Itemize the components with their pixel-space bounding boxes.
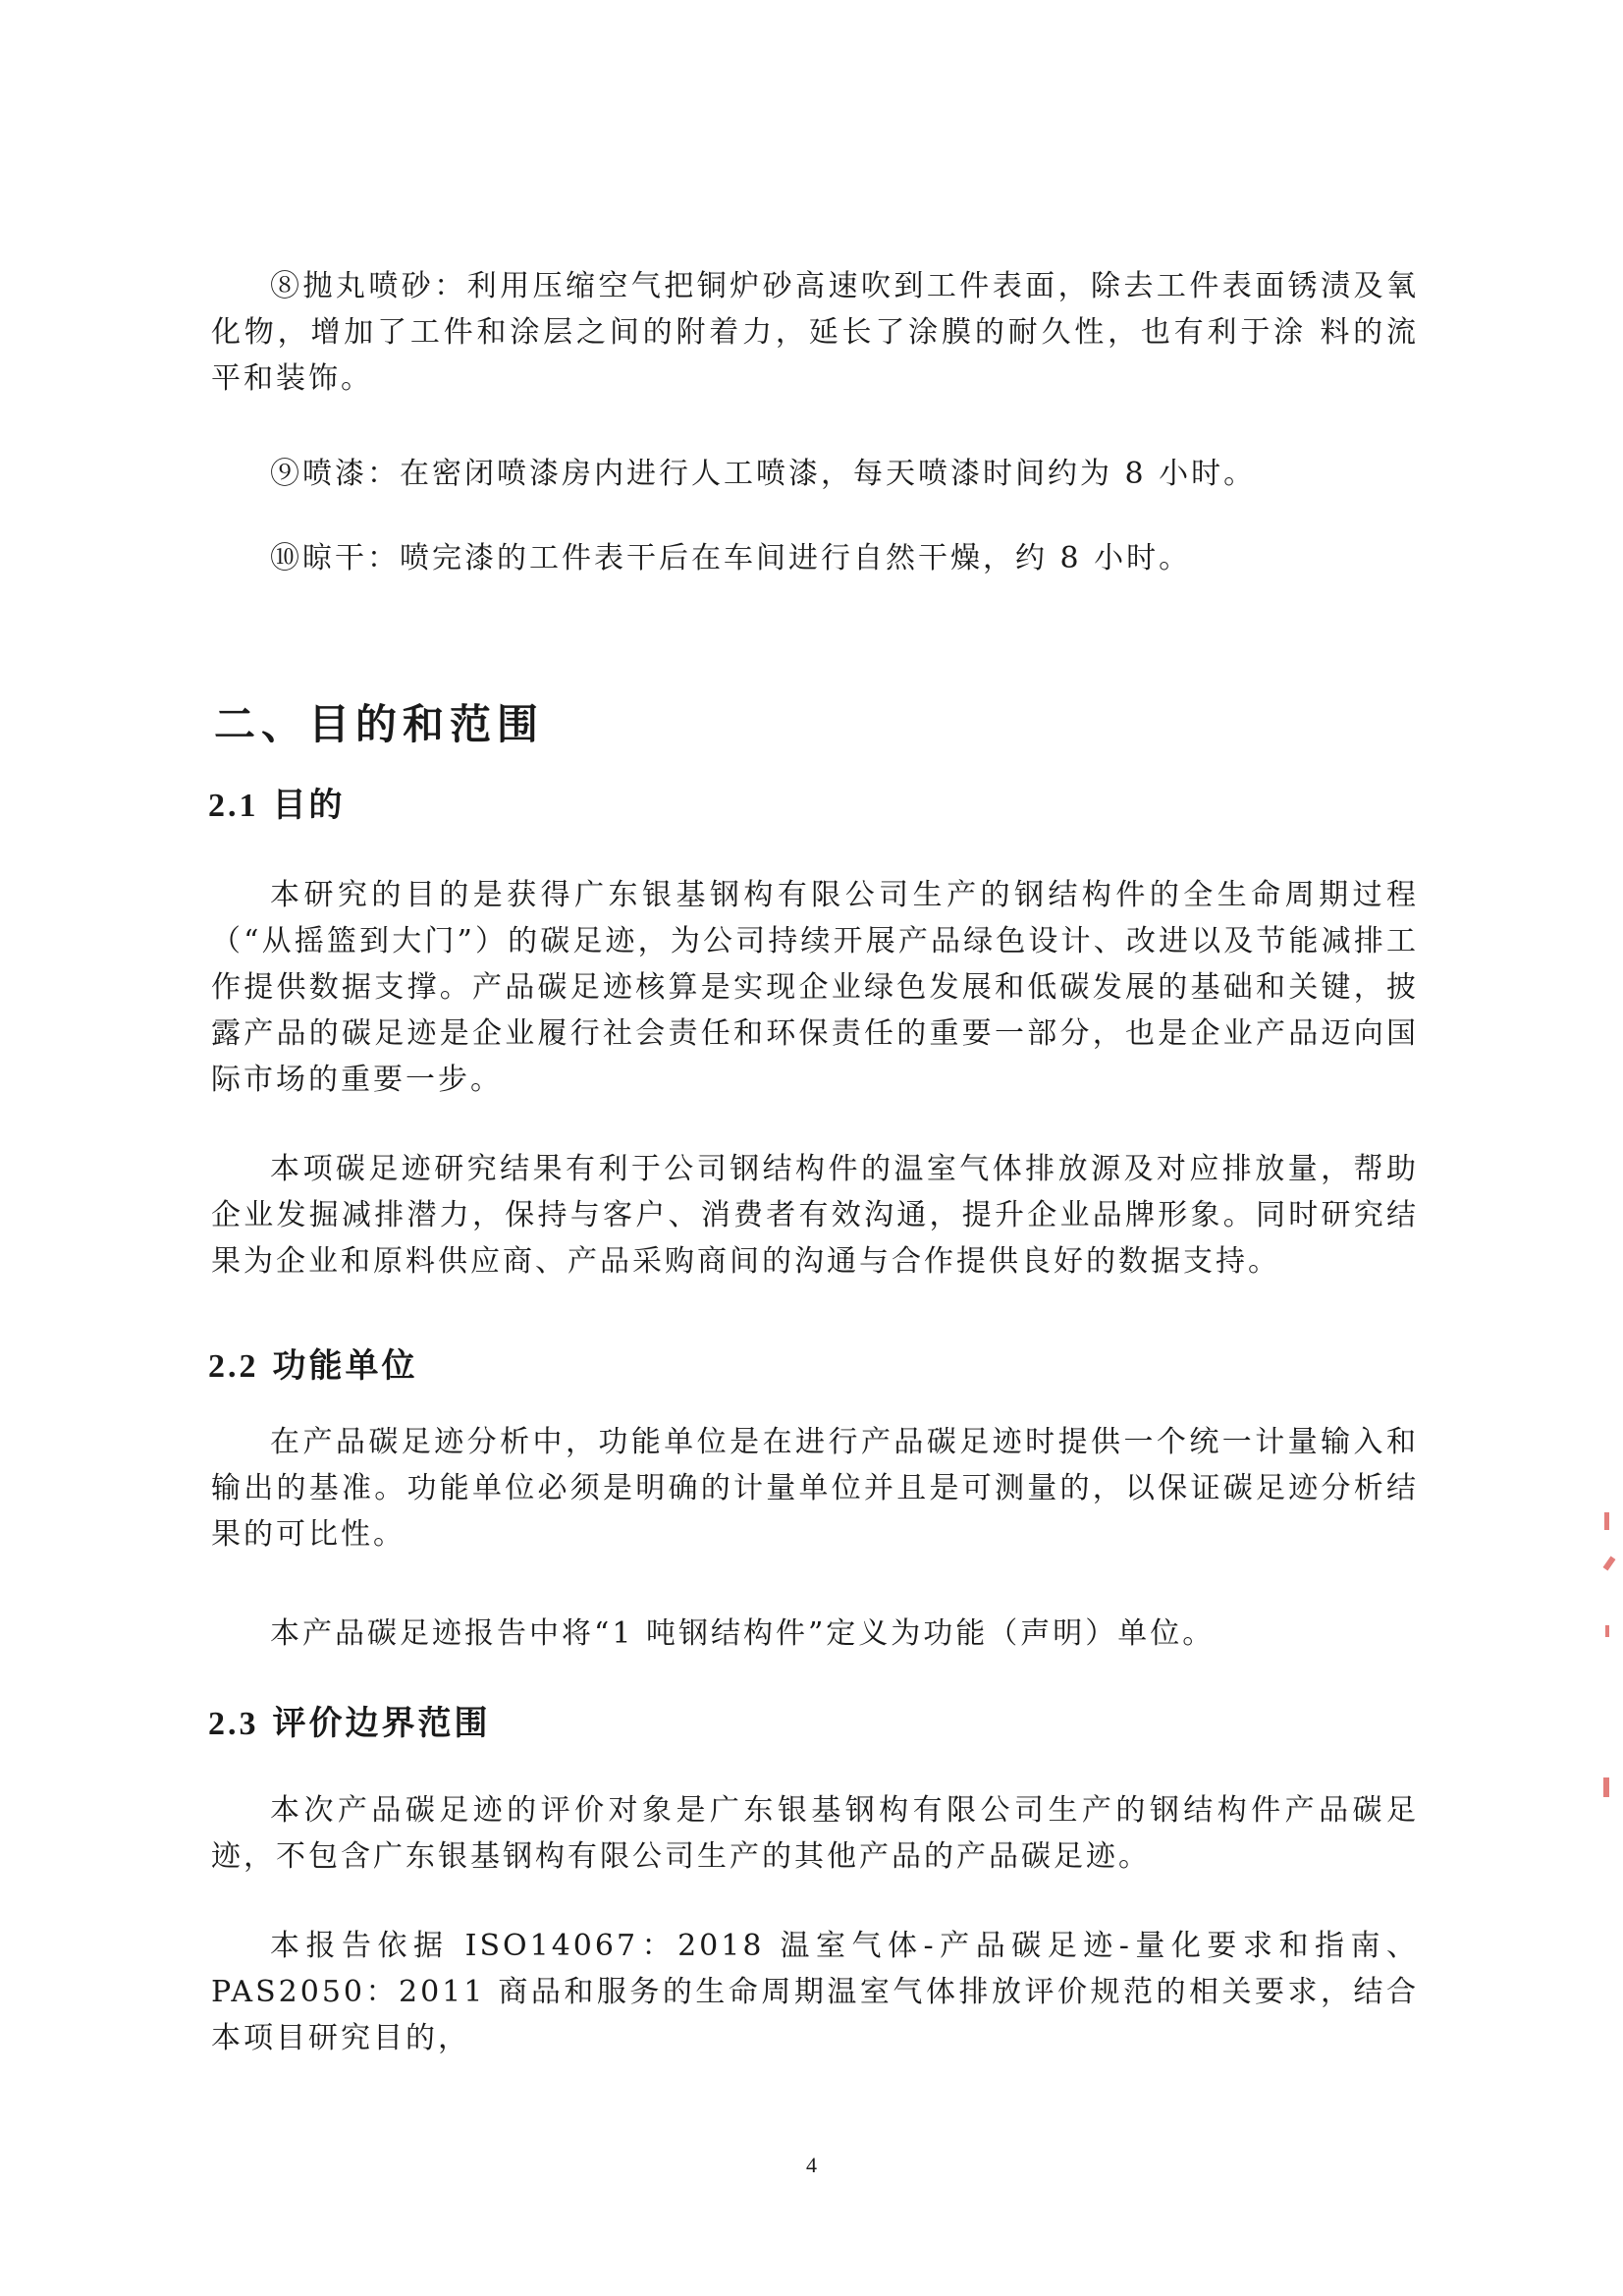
section-2-2-title: 功能单位 — [272, 1346, 418, 1386]
section-2-heading: 二、目的和范围 — [214, 700, 545, 748]
section-2-1-number: 2.1 — [208, 788, 259, 824]
stamp-fragment — [1603, 1777, 1609, 1797]
section-2-3-heading — [208, 1696, 491, 1744]
section-2-3-paragraph-1: 本次产品碳足迹的评价对象是广东银基钢构有限公司生产的钢结构件产品碳足迹，不包含广东银基钢构有限公司生产的其他产品的产品碳足迹。 — [211, 1793, 1419, 1874]
section-2-3-paragraph-2: 本报告依据 ISO14067：2018 温室气体-产品碳足迹-量化要求和指南、PAS2050：2011 商品和服务的生命周期温室气体排放评价规范的相关要求，结合本项目研究目的， — [211, 1929, 1419, 2055]
stamp-fragment — [1604, 1512, 1609, 1530]
section-2-1-paragraph-2: 本项碳足迹研究结果有利于公司钢结构件的温室气体排放源及对应排放量，帮助企业发掘减排潜力，保持与客户、消费者有效沟通，提升企业品牌形象。同时研究结果为企业和原料供应商、产品采购商间的沟通与合作提供良好的数据支持。 — [211, 1152, 1419, 1279]
section-2-3-title: 评价边界范围 — [272, 1704, 491, 1743]
section-2-3-number: 2.3 — [208, 1706, 259, 1742]
stamp-fragment — [1605, 1625, 1609, 1637]
step-8-paragraph: ⑧抛丸喷砂：利用压缩空气把铜炉砂高速吹到工件表面，除去工件表面锈渍及氧化物，增加了工件和涂层之间的附着力，延长了涂膜的耐久性，也有利于涂 料的流平和装饰。 — [211, 269, 1419, 396]
section-2-1-heading — [208, 778, 346, 826]
page-number: 4 — [806, 2153, 817, 2177]
section-2-1-paragraph-1: 本研究的目的是获得广东银基钢构有限公司生产的钢结构件的全生命周期过程（“从摇篮到大门”）的碳足迹，为公司持续开展产品绿色设计、改进以及节能减排工作提供数据支撑。产品碳足迹核算是实现企业绿色发展和低碳发展的基础和关键，披露产品的碳足迹是企业履行社会责任和环保责任的重要一部分，也是企业产品迈向国际市场的重要一步。 — [211, 878, 1419, 1097]
step-10-paragraph: ⑩晾干：喷完漆的工件表干后在车间进行自然干燥，约 8 小时。 — [270, 541, 1192, 575]
section-2-2-paragraph-2: 本产品碳足迹报告中将“1 吨钢结构件”定义为功能（声明）单位。 — [270, 1616, 1216, 1651]
section-2-2-paragraph-1: 在产品碳足迹分析中，功能单位是在进行产品碳足迹时提供一个统一计量输入和输出的基准。功能单位必须是明确的计量单位并且是可测量的，以保证碳足迹分析结果的可比性。 — [211, 1425, 1419, 1552]
section-2-2-heading — [208, 1339, 418, 1387]
step-9-paragraph: ⑨喷漆：在密闭喷漆房内进行人工喷漆，每天喷漆时间约为 8 小时。 — [270, 457, 1257, 491]
section-2-2-number: 2.2 — [208, 1348, 259, 1385]
section-2-1-title: 目的 — [272, 786, 346, 825]
stamp-fragment — [1603, 1557, 1616, 1571]
